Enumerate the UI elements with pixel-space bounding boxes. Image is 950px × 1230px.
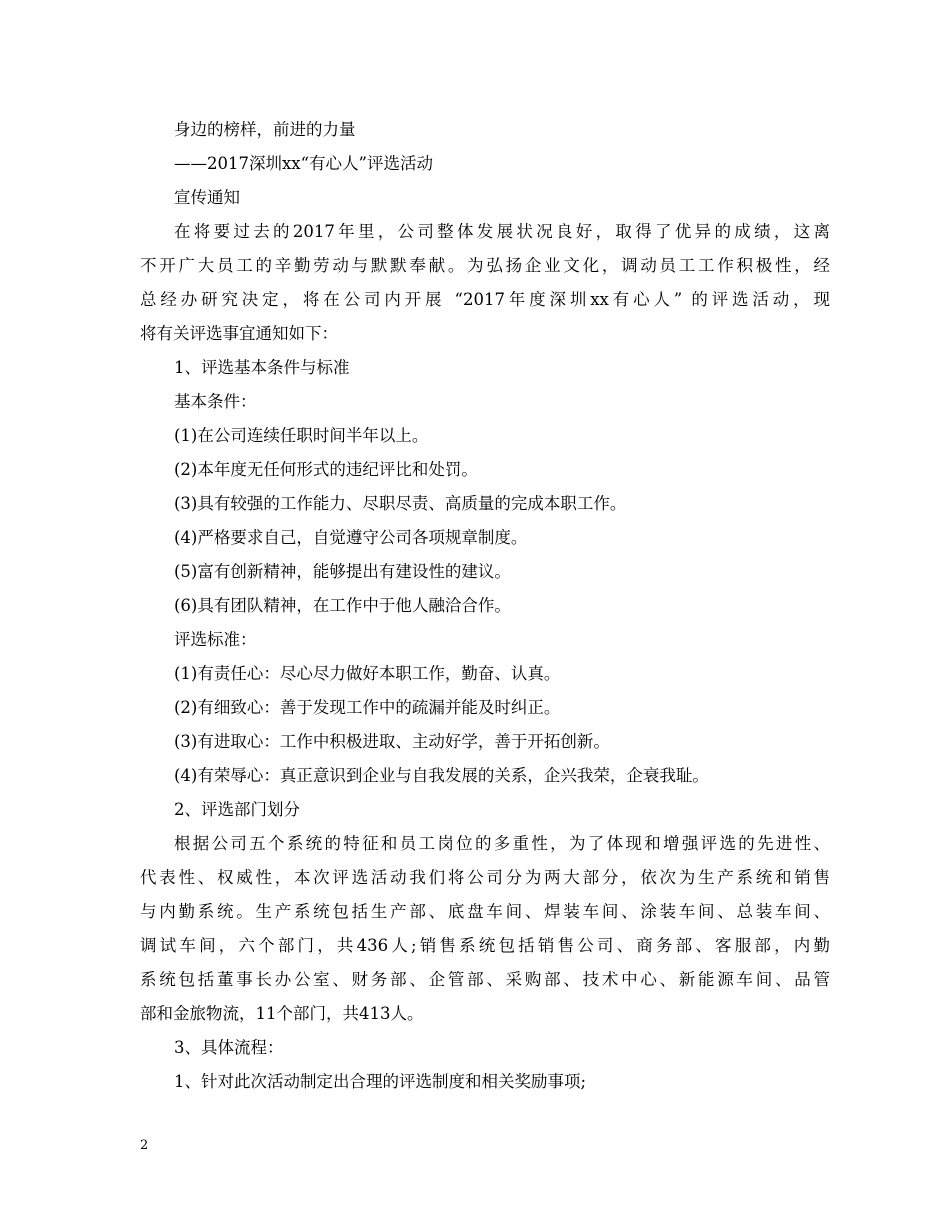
standard-item: (4)有荣辱心：真正意识到企业与自我发展的关系，企兴我荣，企衰我耻。: [174, 766, 709, 785]
document-body: [140, 113, 830, 1099]
standard-item: (3)有进取心：工作中积极进取、主动好学，善于开拓创新。: [174, 732, 610, 751]
intro-line: 在将要过去的2017年里，公司整体发展状况良好，取得了优异的成绩，这离: [174, 222, 830, 241]
document-title: 身边的榜样，前进的力量: [174, 120, 356, 139]
basic-condition-item: (5)富有创新精神，能够提出有建设性的建议。: [174, 562, 511, 581]
section2-line: 部和金旅物流，11个部门，共413人。: [140, 1004, 424, 1023]
document-subtitle: ——2017深圳xx“有心人”评选活动: [174, 154, 433, 173]
section2-line: 系统包括董事长办公室、财务部、企管部、采购部、技术中心、新能源车间、品管: [140, 970, 830, 989]
standard-item: (1)有责任心：尽心尽力做好本职工作，勤奋、认真。: [174, 664, 561, 683]
basic-conditions-label: 基本条件：: [174, 392, 257, 411]
section2-line: 代表性、权威性，本次评选活动我们将公司分为两大部分，依次为生产系统和销售: [140, 868, 830, 887]
section-heading: 1、评选基本条件与标准: [174, 358, 350, 377]
intro-line: 总经办研究决定，将在公司内开展 “2017年度深圳xx有心人” 的评选活动，现: [140, 290, 830, 309]
section-heading: 3、具体流程：: [174, 1038, 284, 1057]
basic-condition-item: (1)在公司连续任职时间半年以上。: [174, 426, 429, 445]
standard-item: (2)有细致心：善于发现工作中的疏漏并能及时纠正。: [174, 698, 561, 717]
notice-heading: 宣传通知: [174, 188, 240, 207]
basic-condition-item: (6)具有团队精神，在工作中于他人融洽合作。: [174, 596, 511, 615]
basic-condition-item: (4)严格要求自己，自觉遵守公司各项规章制度。: [174, 528, 528, 547]
intro-line: 不开广大员工的辛勤劳动与默默奉献。为弘扬企业文化，调动员工工作积极性，经: [140, 256, 830, 275]
section-heading: 2、评选部门划分: [174, 800, 300, 819]
standards-label: 评选标准：: [174, 630, 257, 649]
process-item: 1、针对此次活动制定出合理的评选制度和相关奖励事项;: [174, 1072, 587, 1091]
section2-line: 根据公司五个系统的特征和员工岗位的多重性，为了体现和增强评选的先进性、: [174, 834, 830, 853]
intro-line: 将有关评选事宜通知如下：: [140, 324, 338, 343]
section2-line: 与内勤系统。生产系统包括生产部、底盘车间、焊装车间、涂装车间、总装车间、: [140, 902, 830, 921]
basic-condition-item: (3)具有较强的工作能力、尽职尽责、高质量的完成本职工作。: [174, 494, 627, 513]
basic-condition-item: (2)本年度无任何形式的违纪评比和处罚。: [174, 460, 478, 479]
section2-line: 调试车间，六个部门，共436人;销售系统包括销售公司、商务部、客服部，内勤: [140, 936, 830, 955]
page-number: 2: [140, 1138, 149, 1153]
